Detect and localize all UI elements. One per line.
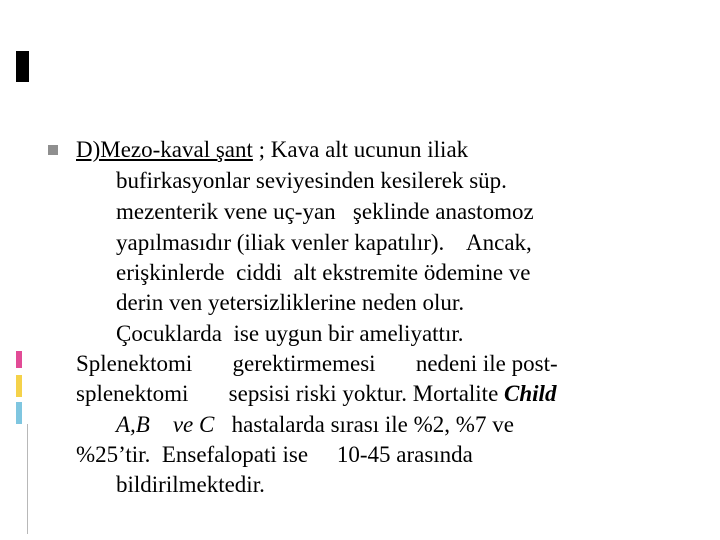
side-rule <box>27 424 28 534</box>
paragraph-line-12: bildirilmektedir. <box>116 472 265 497</box>
paragraph-heading: D)Mezo-kaval şant <box>76 137 253 162</box>
child-term: Child <box>504 381 557 406</box>
square-bullet-icon <box>48 145 58 155</box>
side-stripe-blue <box>16 402 22 424</box>
paragraph-line-9 <box>76 379 556 409</box>
side-stripe-pink <box>16 351 22 368</box>
paragraph-line-4: yapılmasıdır (iliak venler kapatılır). Ancak, <box>116 230 532 255</box>
title-accent-block <box>16 51 29 82</box>
side-stripe-yellow <box>16 375 22 397</box>
paragraph-line-1 <box>76 135 468 165</box>
line-10-text: hastalarda sırası ile %2, %7 ve <box>214 412 514 437</box>
paragraph-line-5: erişkinlerde ciddi alt ekstremite ödemine ve <box>116 260 531 285</box>
child-classes: A,B ve C <box>116 412 215 437</box>
paragraph-line-3: mezenterik vene uç-yan şeklinde anastomoz <box>116 199 534 224</box>
paragraph-line-6: derin ven yetersizliklerine neden olur. <box>116 290 465 315</box>
line-1-text: ; Kava alt ucunun iliak <box>252 137 469 162</box>
line-9-text: splenektomi sepsisi riski yoktur. Mortalite <box>76 381 505 406</box>
paragraph-line-8: Splenektomi gerektirmemesi nedeni ile post- <box>76 351 558 376</box>
paragraph-line-2: bufirkasyonlar seviyesinden kesilerek süp. <box>116 168 507 193</box>
paragraph-line-10 <box>116 410 514 440</box>
paragraph-line-11: %25’tir. Ensefalopati ise 10-45 arasında <box>76 442 473 467</box>
paragraph-line-7: Çocuklarda ise uygun bir ameliyattır. <box>116 321 464 346</box>
